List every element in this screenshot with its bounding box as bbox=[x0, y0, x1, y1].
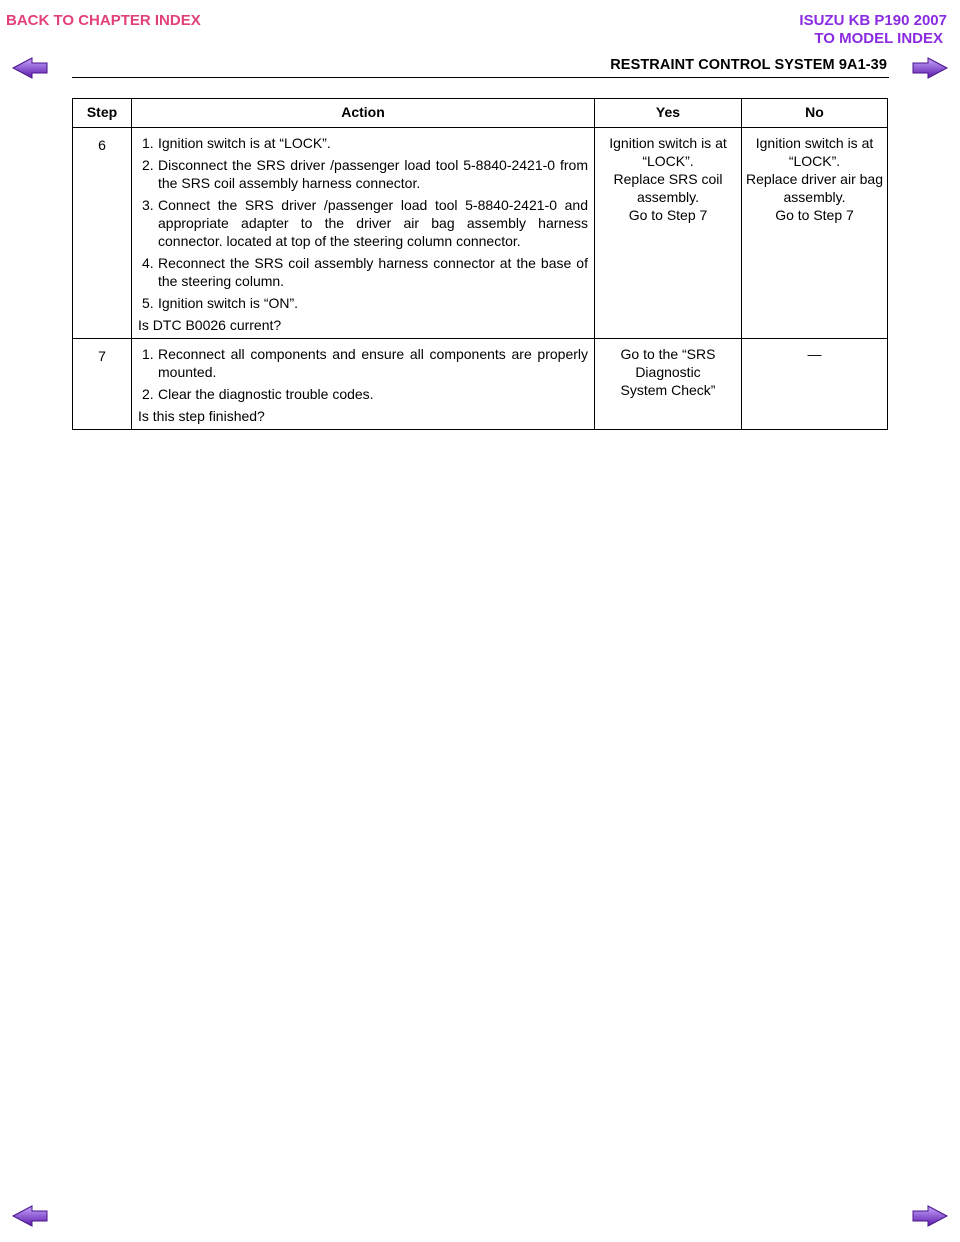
table-row bbox=[73, 128, 888, 339]
no-cell: Ignition switch is at “LOCK”. Replace driver air bag assembly. Go to Step 7 bbox=[742, 128, 888, 339]
action-question: Is this step finished? bbox=[138, 408, 265, 424]
header-yes: Yes bbox=[595, 99, 742, 128]
yes-cell: Ignition switch is at “LOCK”. Replace SRS coil assembly. Go to Step 7 bbox=[595, 128, 742, 339]
action-list bbox=[138, 134, 588, 312]
header-action: Action bbox=[132, 99, 595, 128]
back-to-chapter-index-link[interactable]: BACK TO CHAPTER INDEX bbox=[6, 12, 201, 29]
action-item: 4. Reconnect the SRS coil assembly harness connector at the base of the steering column. bbox=[142, 255, 588, 289]
header-divider bbox=[72, 77, 889, 78]
action-list bbox=[138, 345, 588, 403]
left-arrow-icon[interactable] bbox=[12, 57, 48, 79]
right-arrow-icon[interactable] bbox=[912, 1205, 948, 1227]
header-step: Step bbox=[73, 99, 132, 128]
to-model-index-link[interactable]: TO MODEL INDEX bbox=[814, 30, 943, 47]
action-cell bbox=[132, 128, 595, 339]
yes-cell: Go to the “SRS Diagnostic System Check” bbox=[595, 339, 742, 430]
table-header-row bbox=[73, 99, 888, 128]
no-cell: — bbox=[742, 339, 888, 430]
action-item: 1. Reconnect all components and ensure all components are properly mounted. bbox=[142, 346, 588, 380]
action-item: 1. Ignition switch is at “LOCK”. bbox=[142, 135, 331, 151]
action-item: 5. Ignition switch is “ON”. bbox=[142, 295, 299, 311]
model-title: ISUZU KB P190 2007 bbox=[799, 12, 947, 29]
section-title: RESTRAINT CONTROL SYSTEM 9A1-39 bbox=[610, 57, 887, 73]
action-item: 3. Connect the SRS driver /passenger load tool 5-8840-2421-0 and appropriate adapter to the driver air bag assembly harness connector. located at top of the steering column connector. bbox=[142, 197, 588, 249]
header-no: No bbox=[742, 99, 888, 128]
left-arrow-icon[interactable] bbox=[12, 1205, 48, 1227]
action-question: Is DTC B0026 current? bbox=[138, 317, 282, 333]
action-item: 2. Disconnect the SRS driver /passenger load tool 5-8840-2421-0 from the SRS coil assembly harness connector. bbox=[142, 157, 588, 191]
action-item: 2. Clear the diagnostic trouble codes. bbox=[142, 386, 374, 402]
action-cell bbox=[132, 339, 595, 430]
right-arrow-icon[interactable] bbox=[912, 57, 948, 79]
table-row bbox=[73, 339, 888, 430]
diagnostic-table bbox=[72, 98, 888, 430]
step-number: 6 bbox=[73, 128, 132, 339]
step-number: 7 bbox=[73, 339, 132, 430]
